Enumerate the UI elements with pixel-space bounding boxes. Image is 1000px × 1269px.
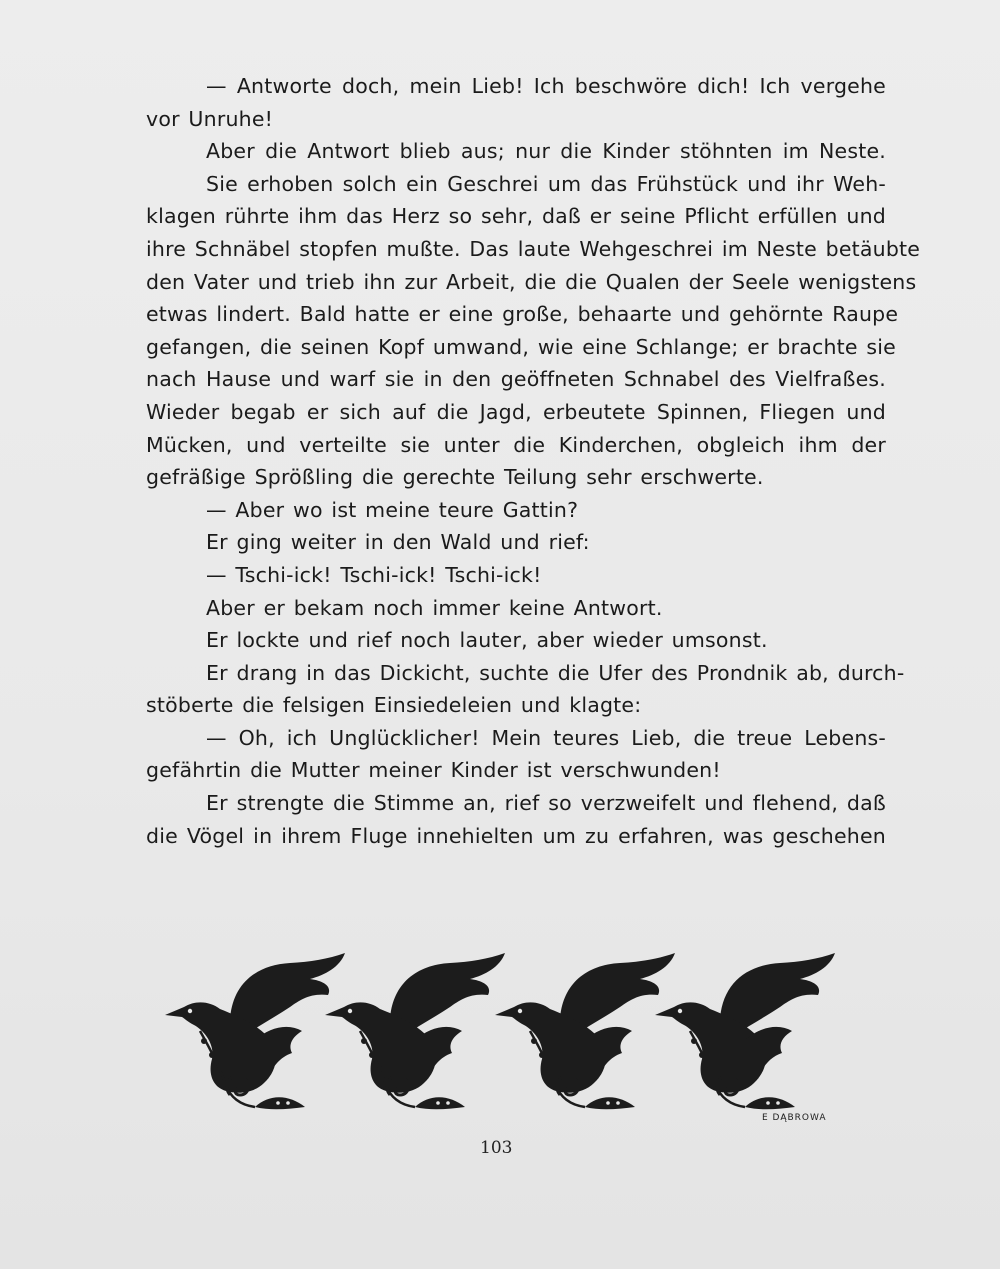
text-line: gefangen, die seinen Kopf umwand, wie eine Schlange; er brachte sie xyxy=(146,334,896,359)
text-line: den Vater und trieb ihn zur Arbeit, die die Qualen der Seele wenigstens xyxy=(146,269,917,294)
bird-figure xyxy=(325,953,505,1109)
bird-frieze-ornament xyxy=(160,945,885,1125)
text-line: Er lockte und rief noch lauter, aber wieder umsonst. xyxy=(206,628,768,653)
text-line: Mücken, und verteilte sie unter die Kinderchen, obgleich ihm der xyxy=(146,432,886,457)
text-line: nach Hause und warf sie in den geöffneten Schnabel des Vielfraßes. xyxy=(146,367,886,392)
text-line: — Aber wo ist meine teure Gattin? xyxy=(206,497,579,522)
text-line: — Antworte doch, mein Lieb! Ich beschwöre dich! Ich vergehe xyxy=(206,74,886,98)
text-line: stöberte die felsigen Einsiedeleien und klagte: xyxy=(146,693,642,718)
text-line: klagen rührte ihm das Herz so sehr, daß er seine Pflicht erfüllen und xyxy=(146,204,886,229)
text-line: Sie erhoben solch ein Geschrei um das Frühstück und ihr Weh- xyxy=(206,171,886,196)
body-text xyxy=(146,70,921,852)
bird-figure xyxy=(165,953,345,1109)
page-number: 103 xyxy=(480,1138,513,1158)
artist-signature: E DĄBROWA xyxy=(762,1113,827,1123)
text-line: etwas lindert. Bald hatte er eine große, behaarte und gehörnte Raupe xyxy=(146,302,899,327)
text-line: Er ging weiter in den Wald und rief: xyxy=(206,530,590,555)
text-line: Er strengte die Stimme an, rief so verzweifelt und flehend, daß xyxy=(206,791,886,816)
bird-figure xyxy=(655,953,835,1109)
text-line: gefräßige Sprößling die gerechte Teilung sehr erschwerte. xyxy=(146,465,764,490)
text-line: die Vögel in ihrem Fluge innehielten um zu erfahren, was geschehen xyxy=(146,823,886,848)
text-line: — Tschi-ick! Tschi-ick! Tschi-ick! xyxy=(206,562,542,587)
text-line: — Oh, ich Unglücklicher! Mein teures Lieb, die treue Lebens- xyxy=(206,725,886,750)
text-line: Aber die Antwort blieb aus; nur die Kinder stöhnten im Neste. xyxy=(206,139,886,164)
text-line: vor Unruhe! xyxy=(146,106,274,131)
bird-figure xyxy=(495,953,675,1109)
text-line: Aber er bekam noch immer keine Antwort. xyxy=(206,595,663,620)
text-line: Er drang in das Dickicht, suchte die Ufer des Prondnik ab, durch- xyxy=(206,660,905,685)
text-line: ihre Schnäbel stopfen mußte. Das laute Wehgeschrei im Neste betäubte xyxy=(146,236,921,261)
text-line: gefährtin die Mutter meiner Kinder ist verschwunden! xyxy=(146,758,721,783)
text-line: Wieder begab er sich auf die Jagd, erbeutete Spinnen, Fliegen und xyxy=(146,399,886,424)
